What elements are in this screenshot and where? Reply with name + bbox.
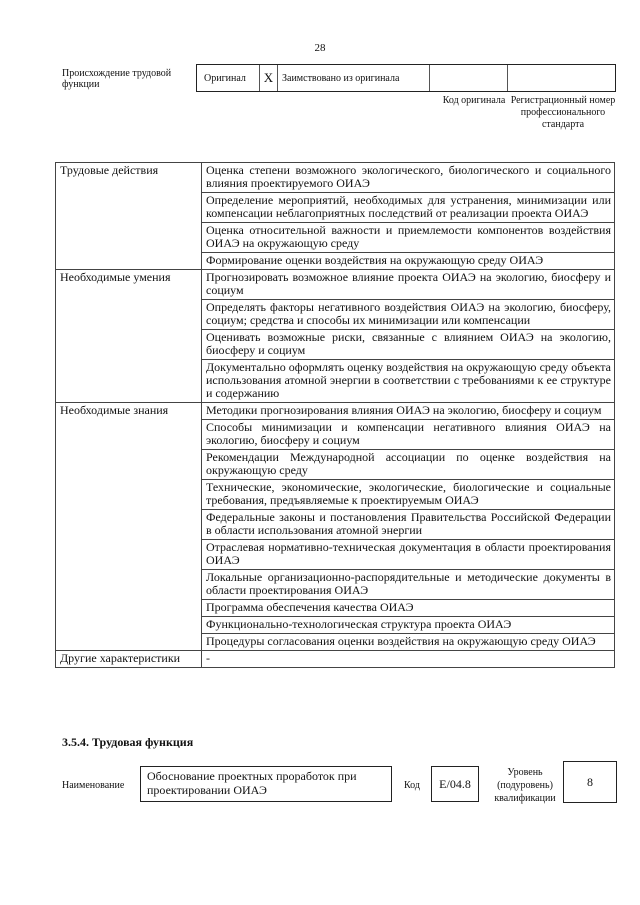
table-cell: Способы минимизации и компенсации негативного влияния ОИАЭ на экологию, биосферу и социум bbox=[202, 420, 615, 450]
registration-number-caption: Регистрационный номер профессионального стандарта bbox=[510, 95, 616, 130]
original-code-caption: Код оригинала bbox=[442, 95, 506, 106]
original-code-cell bbox=[429, 65, 507, 91]
row-group-heading: Другие характеристики bbox=[56, 651, 202, 668]
table-row bbox=[56, 403, 615, 420]
table-cell: Отраслевая нормативно-техническая документация в области проектирования ОИАЭ bbox=[202, 540, 615, 570]
labor-function-table bbox=[55, 162, 615, 668]
row-group-heading: Трудовые действия bbox=[56, 163, 202, 270]
table-row bbox=[56, 270, 615, 300]
borrowed-label: Заимствовано из оригинала bbox=[277, 65, 429, 91]
table-cell: Рекомендации Международной ассоциации по оценке воздействия на окружающую среду bbox=[202, 450, 615, 480]
table-cell: Оценка степени возможного экологического, биологического и социального влияния проектируемого ОИАЭ bbox=[202, 163, 615, 193]
level-label: Уровень (подуровень) квалификации bbox=[494, 767, 556, 804]
table-cell: Программа обеспечения качества ОИАЭ bbox=[202, 600, 615, 617]
table-cell: Прогнозировать возможное влияние проекта ОИАЭ на экологию, биосферу и социум bbox=[202, 270, 615, 300]
registration-number-cell bbox=[507, 65, 615, 91]
code-box: E/04.8 bbox=[431, 766, 479, 802]
table-cell: Функционально-технологическая структура проекта ОИАЭ bbox=[202, 617, 615, 634]
table-body bbox=[56, 163, 615, 668]
table-row bbox=[56, 651, 615, 668]
table-cell: - bbox=[202, 651, 615, 668]
code-label: Код bbox=[404, 780, 420, 791]
table-cell: Оценка относительной важности и приемлемости компонентов воздействия ОИАЭ на окружающую среду bbox=[202, 223, 615, 253]
origin-label: Происхождение трудовой функции bbox=[62, 68, 172, 90]
original-mark: X bbox=[259, 65, 277, 91]
table-cell: Формирование оценки воздействия на окружающую среду ОИАЭ bbox=[202, 253, 615, 270]
row-group-heading: Необходимые знания bbox=[56, 403, 202, 651]
function-name-box: Обоснование проектных проработок при проектировании ОИАЭ bbox=[140, 766, 392, 802]
page-number: 28 bbox=[314, 42, 326, 54]
table-cell: Оценивать возможные риски, связанные с влиянием ОИАЭ на экологию, биосферу и социум bbox=[202, 330, 615, 360]
row-group-heading: Необходимые умения bbox=[56, 270, 202, 403]
table-cell: Локальные организационно-распорядительные и методические документы в области проектирования ОИАЭ bbox=[202, 570, 615, 600]
section-heading: 3.5.4. Трудовая функция bbox=[62, 735, 194, 749]
original-label: Оригинал bbox=[204, 72, 246, 84]
name-label: Наименование bbox=[62, 780, 125, 791]
table-row bbox=[56, 163, 615, 193]
table-cell: Определять факторы негативного воздействия ОИАЭ на экологию, биосферу, социум; средства и способы их минимизации или компенсации bbox=[202, 300, 615, 330]
table-cell: Документально оформлять оценку воздействия на окружающую среду объекта использования атомной энергии в соответствии с требованиями к ее структуре и содержанию bbox=[202, 360, 615, 403]
table-cell: Федеральные законы и постановления Правительства Российской Федерации в области использования атомной энергии bbox=[202, 510, 615, 540]
table-cell: Методики прогнозирования влияния ОИАЭ на экологию, биосферу и социум bbox=[202, 403, 615, 420]
level-box: 8 bbox=[563, 761, 617, 803]
table-cell: Технические, экономические, экологические, биологические и социальные требования, предъявляемые к проектируемым ОИАЭ bbox=[202, 480, 615, 510]
table-cell: Определение мероприятий, необходимых для устранения, минимизации или компенсации неблагоприятных последствий от реализации проекта ОИАЭ bbox=[202, 193, 615, 223]
table-cell: Процедуры согласования оценки воздействия на окружающую среду ОИАЭ bbox=[202, 634, 615, 651]
origin-box bbox=[196, 64, 616, 92]
